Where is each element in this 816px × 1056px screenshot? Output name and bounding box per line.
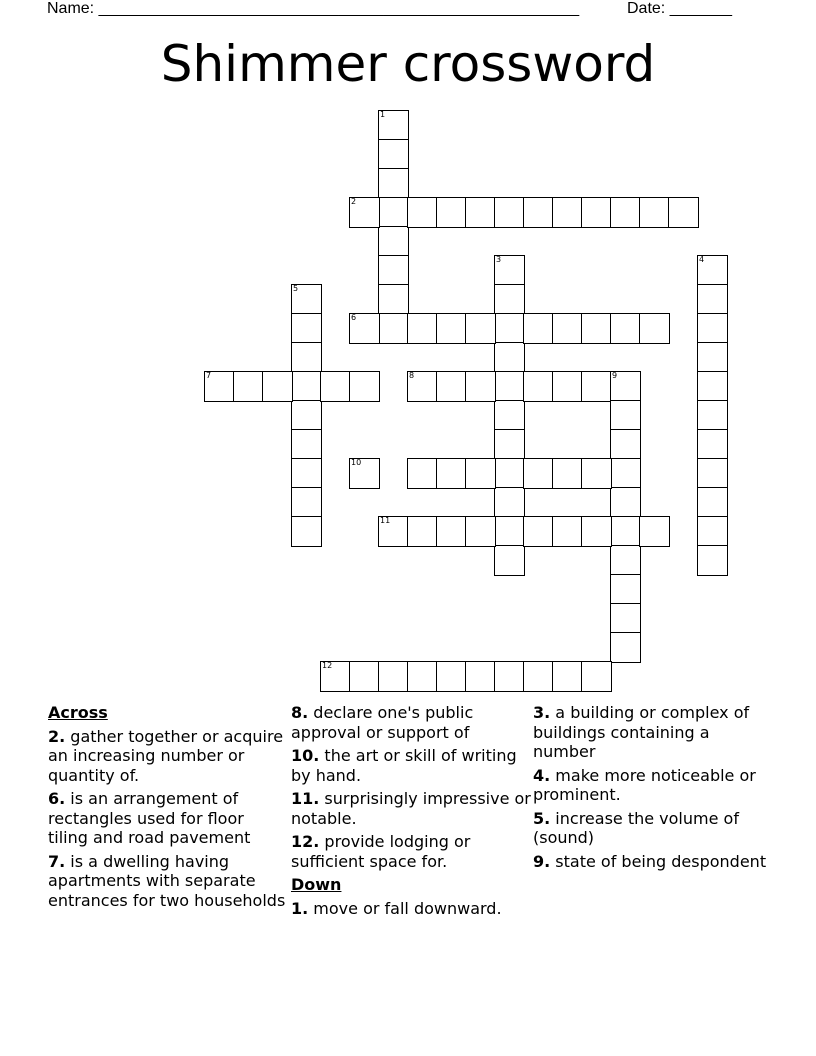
- grid-cell[interactable]: [378, 139, 409, 170]
- clue-number: 12: [322, 661, 333, 670]
- clue-item-number: 6.: [48, 789, 66, 808]
- grid-cell[interactable]: [494, 487, 525, 518]
- down-heading: Down: [291, 875, 342, 894]
- grid-cell[interactable]: [697, 284, 728, 315]
- grid-cell[interactable]: [407, 313, 438, 344]
- grid-cell[interactable]: [378, 226, 409, 257]
- grid-cell[interactable]: [494, 284, 525, 315]
- clue-item: [533, 766, 773, 805]
- grid-cell[interactable]: [581, 313, 612, 344]
- across-clue-list: [48, 727, 288, 911]
- grid-cell[interactable]: [610, 371, 641, 402]
- grid-cell[interactable]: [552, 197, 583, 228]
- grid-cell[interactable]: [407, 197, 438, 228]
- clue-item-text: surprisingly impressive or notable.: [291, 789, 531, 828]
- clue-number: 1: [380, 110, 386, 119]
- clue-item-number: 12.: [291, 832, 320, 851]
- grid-cell[interactable]: [291, 371, 322, 402]
- grid-cell[interactable]: [407, 458, 438, 489]
- clue-item-text: declare one's public approval or support of: [291, 703, 474, 742]
- grid-cell[interactable]: [291, 458, 322, 489]
- grid-cell[interactable]: [697, 313, 728, 344]
- grid-cell[interactable]: [697, 516, 728, 547]
- clue-item: [533, 852, 773, 872]
- grid-cell[interactable]: [465, 313, 496, 344]
- grid-cell[interactable]: [349, 197, 380, 228]
- grid-cell[interactable]: [494, 458, 525, 489]
- clue-number: 10: [351, 458, 362, 467]
- grid-cell[interactable]: [697, 371, 728, 402]
- grid-cell[interactable]: [581, 458, 612, 489]
- grid-cell[interactable]: [697, 458, 728, 489]
- grid-cell[interactable]: [552, 661, 583, 692]
- grid-cell[interactable]: [291, 429, 322, 460]
- grid-cell[interactable]: [523, 197, 554, 228]
- clue-item: [48, 789, 288, 848]
- grid-cell[interactable]: [436, 371, 467, 402]
- grid-cell[interactable]: [494, 545, 525, 576]
- grid-cell[interactable]: [639, 197, 670, 228]
- grid-cell[interactable]: [291, 516, 322, 547]
- grid-cell[interactable]: [581, 371, 612, 402]
- clue-column-2: [291, 703, 531, 922]
- grid-cell[interactable]: [378, 516, 409, 547]
- clue-item: [291, 789, 531, 828]
- grid-cell[interactable]: [552, 516, 583, 547]
- grid-cell[interactable]: [233, 371, 264, 402]
- grid-cell[interactable]: [291, 400, 322, 431]
- clue-item: [48, 852, 288, 911]
- clue-item-text: is a dwelling having apartments with separate entrances for two households: [48, 851, 286, 910]
- grid-cell[interactable]: [407, 371, 438, 402]
- grid-cell[interactable]: [552, 458, 583, 489]
- name-field-label[interactable]: Name: ______________________________________________________: [47, 0, 580, 17]
- clue-item-text: is an arrangement of rectangles used for floor tiling and road pavement: [48, 789, 251, 847]
- grid-cell[interactable]: [349, 661, 380, 692]
- grid-cell[interactable]: [465, 661, 496, 692]
- clue-item: [48, 727, 288, 786]
- clue-number: 8: [409, 371, 415, 380]
- grid-cell[interactable]: [291, 342, 322, 373]
- grid-cell[interactable]: [465, 516, 496, 547]
- clue-item-number: 3.: [533, 703, 551, 722]
- grid-cell[interactable]: [378, 284, 409, 315]
- grid-cell[interactable]: [610, 574, 641, 605]
- grid-cell[interactable]: [610, 313, 641, 344]
- grid-cell[interactable]: [697, 545, 728, 576]
- clue-item-text: the art or skill of writing by hand.: [291, 746, 517, 785]
- grid-cell[interactable]: [610, 487, 641, 518]
- clue-number: 3: [496, 255, 502, 264]
- clue-item-number: 5.: [533, 808, 551, 828]
- grid-cell[interactable]: [494, 516, 525, 547]
- grid-cell[interactable]: [349, 458, 380, 489]
- grid-cell[interactable]: [436, 661, 467, 692]
- down-clue-list: [291, 899, 531, 919]
- grid-cell[interactable]: [697, 400, 728, 431]
- clue-item-text: make more noticeable or prominent.: [533, 765, 756, 804]
- grid-cell[interactable]: [639, 516, 670, 547]
- grid-cell[interactable]: [494, 371, 525, 402]
- grid-cell[interactable]: [465, 458, 496, 489]
- grid-cell[interactable]: [610, 458, 641, 489]
- clue-item-text: increase the volume of (sound): [533, 808, 739, 847]
- grid-cell[interactable]: [494, 429, 525, 460]
- grid-cell[interactable]: [494, 197, 525, 228]
- grid-cell[interactable]: [436, 197, 467, 228]
- grid-cell[interactable]: [436, 516, 467, 547]
- grid-cell[interactable]: [668, 197, 699, 228]
- grid-cell[interactable]: [494, 313, 525, 344]
- grid-cell[interactable]: [610, 632, 641, 663]
- grid-cell[interactable]: [610, 545, 641, 576]
- clue-item-text: a building or complex of buildings containing a number: [533, 703, 750, 761]
- clue-item: [291, 746, 531, 785]
- grid-cell[interactable]: [610, 516, 641, 547]
- grid-cell[interactable]: [494, 400, 525, 431]
- clue-item-text: state of being despondent: [550, 851, 767, 871]
- grid-cell[interactable]: [349, 313, 380, 344]
- grid-cell[interactable]: [465, 197, 496, 228]
- clue-item: [291, 832, 531, 871]
- grid-cell[interactable]: [523, 313, 554, 344]
- clue-item-number: 9.: [533, 851, 551, 871]
- clue-item-number: 10.: [291, 746, 320, 765]
- clue-item-text: provide lodging or sufficient space for.: [291, 832, 471, 871]
- clue-number: 7: [206, 371, 212, 380]
- grid-cell[interactable]: [610, 603, 641, 634]
- grid-cell[interactable]: [436, 458, 467, 489]
- grid-cell[interactable]: [610, 429, 641, 460]
- clue-column-3: [533, 703, 773, 875]
- clue-item: [291, 703, 531, 742]
- grid-cell[interactable]: [581, 197, 612, 228]
- clue-number: 6: [351, 313, 357, 322]
- grid-cell[interactable]: [378, 255, 409, 286]
- grid-cell[interactable]: [291, 284, 322, 315]
- grid-cell[interactable]: [610, 197, 641, 228]
- clue-item-number: 7.: [48, 851, 66, 871]
- clue-number: 5: [293, 284, 299, 293]
- grid-cell[interactable]: [523, 661, 554, 692]
- grid-cell[interactable]: [697, 342, 728, 373]
- grid-cell[interactable]: [320, 661, 351, 692]
- grid-cell[interactable]: [378, 168, 409, 199]
- grid-cell[interactable]: [581, 661, 612, 692]
- grid-cell[interactable]: [378, 661, 409, 692]
- clue-number: 2: [351, 197, 357, 206]
- grid-cell[interactable]: [378, 110, 409, 141]
- clue-item: [533, 703, 773, 762]
- grid-cell[interactable]: [523, 458, 554, 489]
- grid-cell[interactable]: [697, 429, 728, 460]
- grid-cell[interactable]: [291, 313, 322, 344]
- grid-cell[interactable]: [523, 516, 554, 547]
- grid-cell[interactable]: [465, 371, 496, 402]
- grid-cell[interactable]: [204, 371, 235, 402]
- clue-item-number: 4.: [533, 765, 551, 785]
- down-clue-list-continued: [533, 703, 773, 871]
- grid-cell[interactable]: [320, 371, 351, 402]
- grid-cell[interactable]: [349, 371, 380, 402]
- grid-cell[interactable]: [581, 516, 612, 547]
- grid-cell[interactable]: [610, 400, 641, 431]
- clue-column-1: [48, 703, 288, 914]
- clue-number: 4: [699, 255, 705, 264]
- across-heading: Across: [48, 703, 108, 722]
- grid-cell[interactable]: [436, 313, 467, 344]
- grid-cell[interactable]: [378, 313, 409, 344]
- page-title: Shimmer crossword: [160, 35, 656, 93]
- grid-cell[interactable]: [407, 661, 438, 692]
- grid-cell[interactable]: [494, 661, 525, 692]
- grid-cell[interactable]: [697, 487, 728, 518]
- clue-number: 9: [612, 371, 618, 380]
- grid-cell[interactable]: [552, 313, 583, 344]
- grid-cell[interactable]: [639, 313, 670, 344]
- grid-cell[interactable]: [697, 255, 728, 286]
- grid-cell[interactable]: [262, 371, 293, 402]
- grid-cell[interactable]: [494, 255, 525, 286]
- clue-item: [533, 809, 773, 848]
- grid-cell[interactable]: [494, 342, 525, 373]
- clue-item-number: 2.: [48, 726, 66, 746]
- clue-item-number: 1.: [291, 898, 309, 918]
- clue-item-number: 11.: [291, 789, 320, 808]
- grid-cell[interactable]: [552, 371, 583, 402]
- clue-item-number: 8.: [291, 703, 309, 722]
- grid-cell[interactable]: [291, 487, 322, 518]
- clue-item-text: move or fall downward.: [308, 898, 502, 918]
- date-field-label[interactable]: Date: _______: [627, 0, 732, 17]
- clue-item-text: gather together or acquire an increasing number or quantity of.: [48, 726, 284, 785]
- grid-cell[interactable]: [407, 516, 438, 547]
- clue-item: [291, 899, 531, 919]
- clue-number: 11: [380, 516, 391, 525]
- grid-cell[interactable]: [523, 371, 554, 402]
- grid-cell[interactable]: [378, 197, 409, 228]
- across-clue-list-continued: [291, 703, 531, 871]
